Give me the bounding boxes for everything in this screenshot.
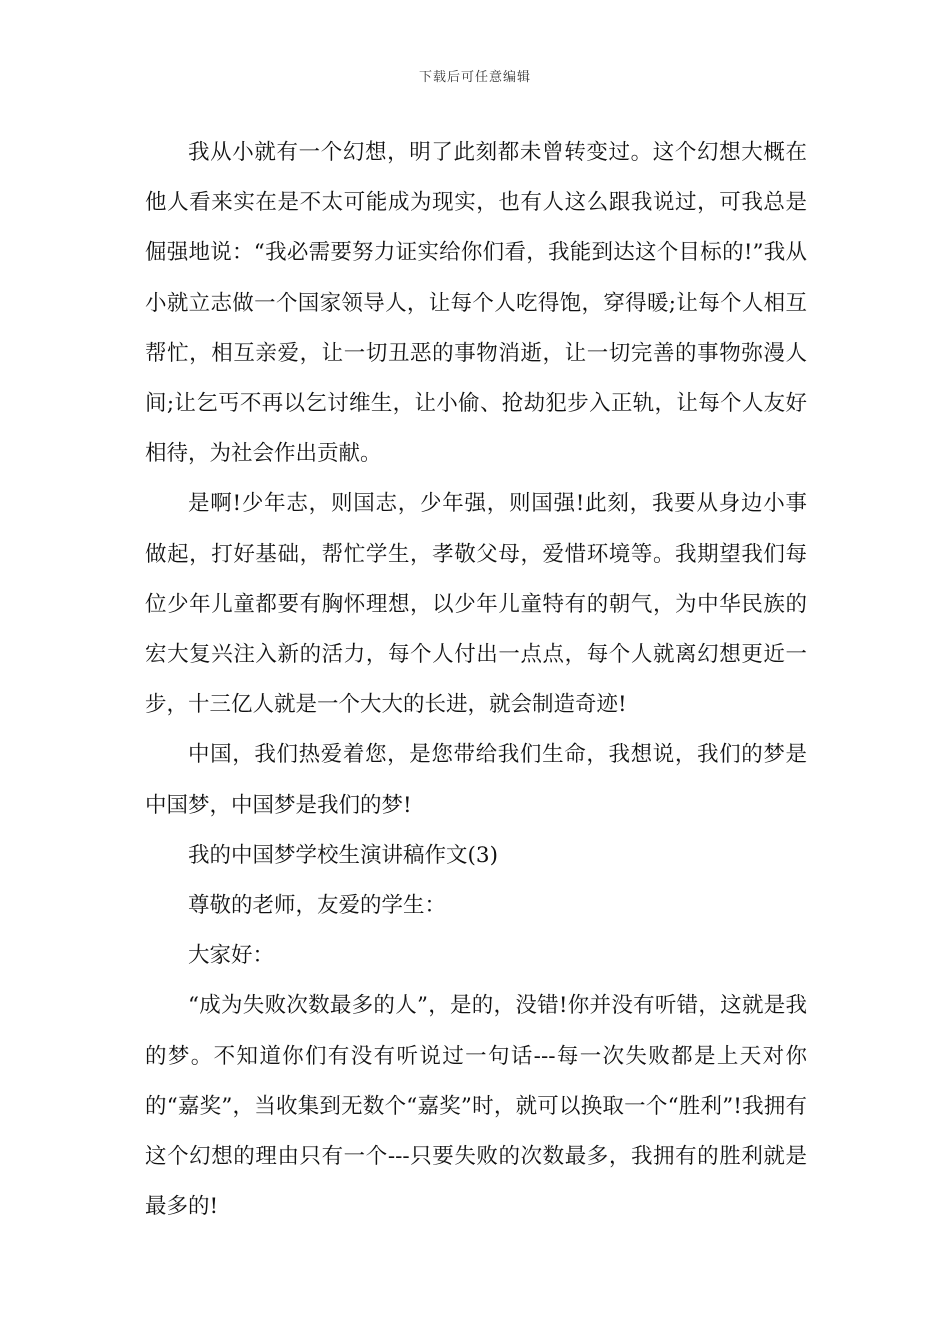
greeting: 大家好： — [188, 943, 275, 969]
page-header: 下载后可任意编辑 — [418, 70, 531, 85]
section-title: 我的中国梦学校生演讲稿作文(3) — [188, 842, 498, 868]
salutation: 尊敬的老师，友爱的学生： — [188, 893, 447, 919]
document-body — [145, 128, 807, 1232]
paragraph-youth-strong: 是啊!少年志，则国志，少年强，则国强!此刻，我要从身边小事做起，打好基础，帮忙学生，孝敬父母，爱惜环境等。我期望我们每位少年儿童都要有胸怀理想，以少年儿童特有的朝气，为中华民族的宏大复兴注入新的活力，每个人付出一点点，每个人就离幻想更近一步，十三亿人就是一个大大的长进，就会制造奇迹! — [145, 491, 807, 718]
paragraph-china-dream: 中国，我们热爱着您，是您带给我们生命，我想说，我们的梦是中国梦，中国梦是我们的梦! — [145, 742, 807, 818]
paragraph-dream-leader: 我从小就有一个幻想，明了此刻都未曾转变过。这个幻想大概在他人看来实在是不太可能成为现实，也有人这么跟我说过，可我总是倔强地说：“我必需要努力证实给你们看，我能到达这个目标的!”我从小就立志做一个国家领导人，让每个人吃得饱，穿得暖;让每个人相互帮忙，相互亲爱，让一切丑恶的事物消逝，让一切完善的事物弥漫人间;让乞丐不再以乞讨维生，让小偷、抢劫犯步入正轨，让每个人友好相待，为社会作出贡献。 — [145, 140, 807, 467]
paragraph-failure-dream: “成为失败次数最多的人”，是的，没错!你并没有听错，这就是我的梦。不知道你们有没有听说过一句话---每一次失败都是上天对你的“嘉奖”，当收集到无数个“嘉奖”时，就可以换取一个“胜利”!我拥有这个幻想的理由只有一个---只要失败的次数最多，我拥有的胜利就是最多的! — [145, 993, 807, 1220]
